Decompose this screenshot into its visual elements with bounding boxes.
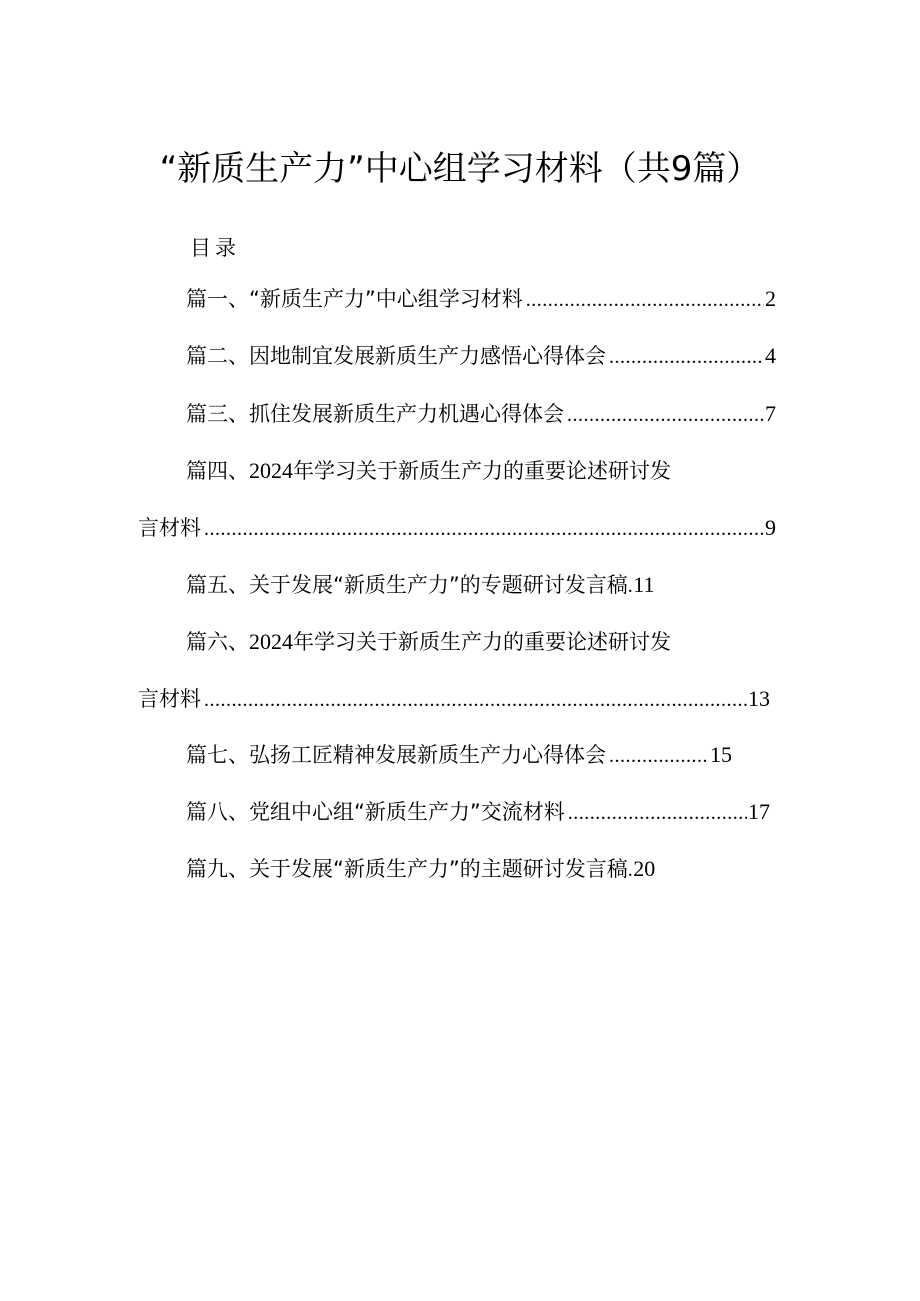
toc-entry-rest: 年学习关于新质生产力的重要论述研讨发 bbox=[293, 459, 671, 483]
toc-entry-3[interactable] bbox=[186, 399, 776, 430]
toc-entry-page: 13 bbox=[748, 686, 770, 711]
toc-entry-page: 2 bbox=[765, 286, 776, 311]
toc-entry-page: 17 bbox=[748, 799, 770, 824]
toc-entry-rest: 年学习关于新质生产力的重要论述研讨发 bbox=[293, 630, 671, 654]
toc-entry-label: 篇二、因地制宜发展新质生产力感悟心得体会 bbox=[186, 344, 606, 368]
toc-leader-dots bbox=[568, 798, 747, 828]
toc-entry-label bbox=[186, 456, 671, 486]
toc-entry-label-cont: 言材料 bbox=[138, 516, 201, 540]
toc-entry-label: 篇九、关于发展“新质生产力”的主题研讨发言稿 bbox=[186, 857, 628, 881]
toc-entry-label: 篇七、弘扬工匠精神发展新质生产力心得体会 bbox=[186, 743, 606, 767]
document-title: “新质生产力”中心组学习材料（共9篇） bbox=[159, 149, 761, 189]
toc-entry-4-line2[interactable] bbox=[138, 513, 776, 544]
toc-entry-1[interactable] bbox=[186, 284, 776, 315]
toc-entry-label: 篇一、“新质生产力”中心组学习材料 bbox=[186, 287, 523, 311]
toc-entry-page: 4 bbox=[765, 343, 776, 368]
toc-entry-page: 15 bbox=[710, 742, 732, 767]
toc-entry-label bbox=[186, 627, 671, 657]
toc-leader-dots bbox=[609, 342, 764, 372]
toc-entry-9[interactable] bbox=[186, 854, 655, 885]
toc-leader-dots bbox=[204, 514, 764, 544]
toc-entry-year: 2024 bbox=[249, 629, 293, 654]
toc-leader-dots bbox=[567, 400, 764, 430]
toc-leader-dots bbox=[526, 285, 764, 315]
toc-entry-prefix: 篇六、 bbox=[186, 630, 249, 654]
toc-entry-prefix: 篇四、 bbox=[186, 459, 249, 483]
toc-entry-page: 7 bbox=[765, 401, 776, 426]
toc-leader-dots bbox=[204, 685, 747, 715]
toc-entry-6-line2[interactable] bbox=[138, 684, 770, 715]
toc-entry-6-line1[interactable] bbox=[186, 627, 671, 657]
toc-entry-page: 20 bbox=[633, 856, 656, 881]
toc-entry-label: 篇五、关于发展“新质生产力”的专题研讨发言稿 bbox=[186, 573, 628, 597]
toc-heading: 目录 bbox=[190, 236, 240, 260]
toc-entry-4-line1[interactable] bbox=[186, 456, 671, 486]
toc-entry-7[interactable] bbox=[186, 740, 732, 771]
toc-entry-year: 2024 bbox=[249, 458, 293, 483]
toc-entry-8[interactable] bbox=[186, 797, 770, 828]
toc-entry-label: 篇八、党组中心组“新质生产力”交流材料 bbox=[186, 800, 565, 824]
toc-entry-2[interactable] bbox=[186, 341, 776, 372]
toc-entry-page: 9 bbox=[765, 515, 776, 540]
toc-entry-5[interactable] bbox=[186, 570, 654, 601]
toc-leader-dots bbox=[609, 741, 709, 771]
toc-entry-page: 11 bbox=[633, 572, 655, 597]
toc-entry-label-cont: 言材料 bbox=[138, 687, 201, 711]
toc-entry-label: 篇三、抓住发展新质生产力机遇心得体会 bbox=[186, 402, 564, 426]
